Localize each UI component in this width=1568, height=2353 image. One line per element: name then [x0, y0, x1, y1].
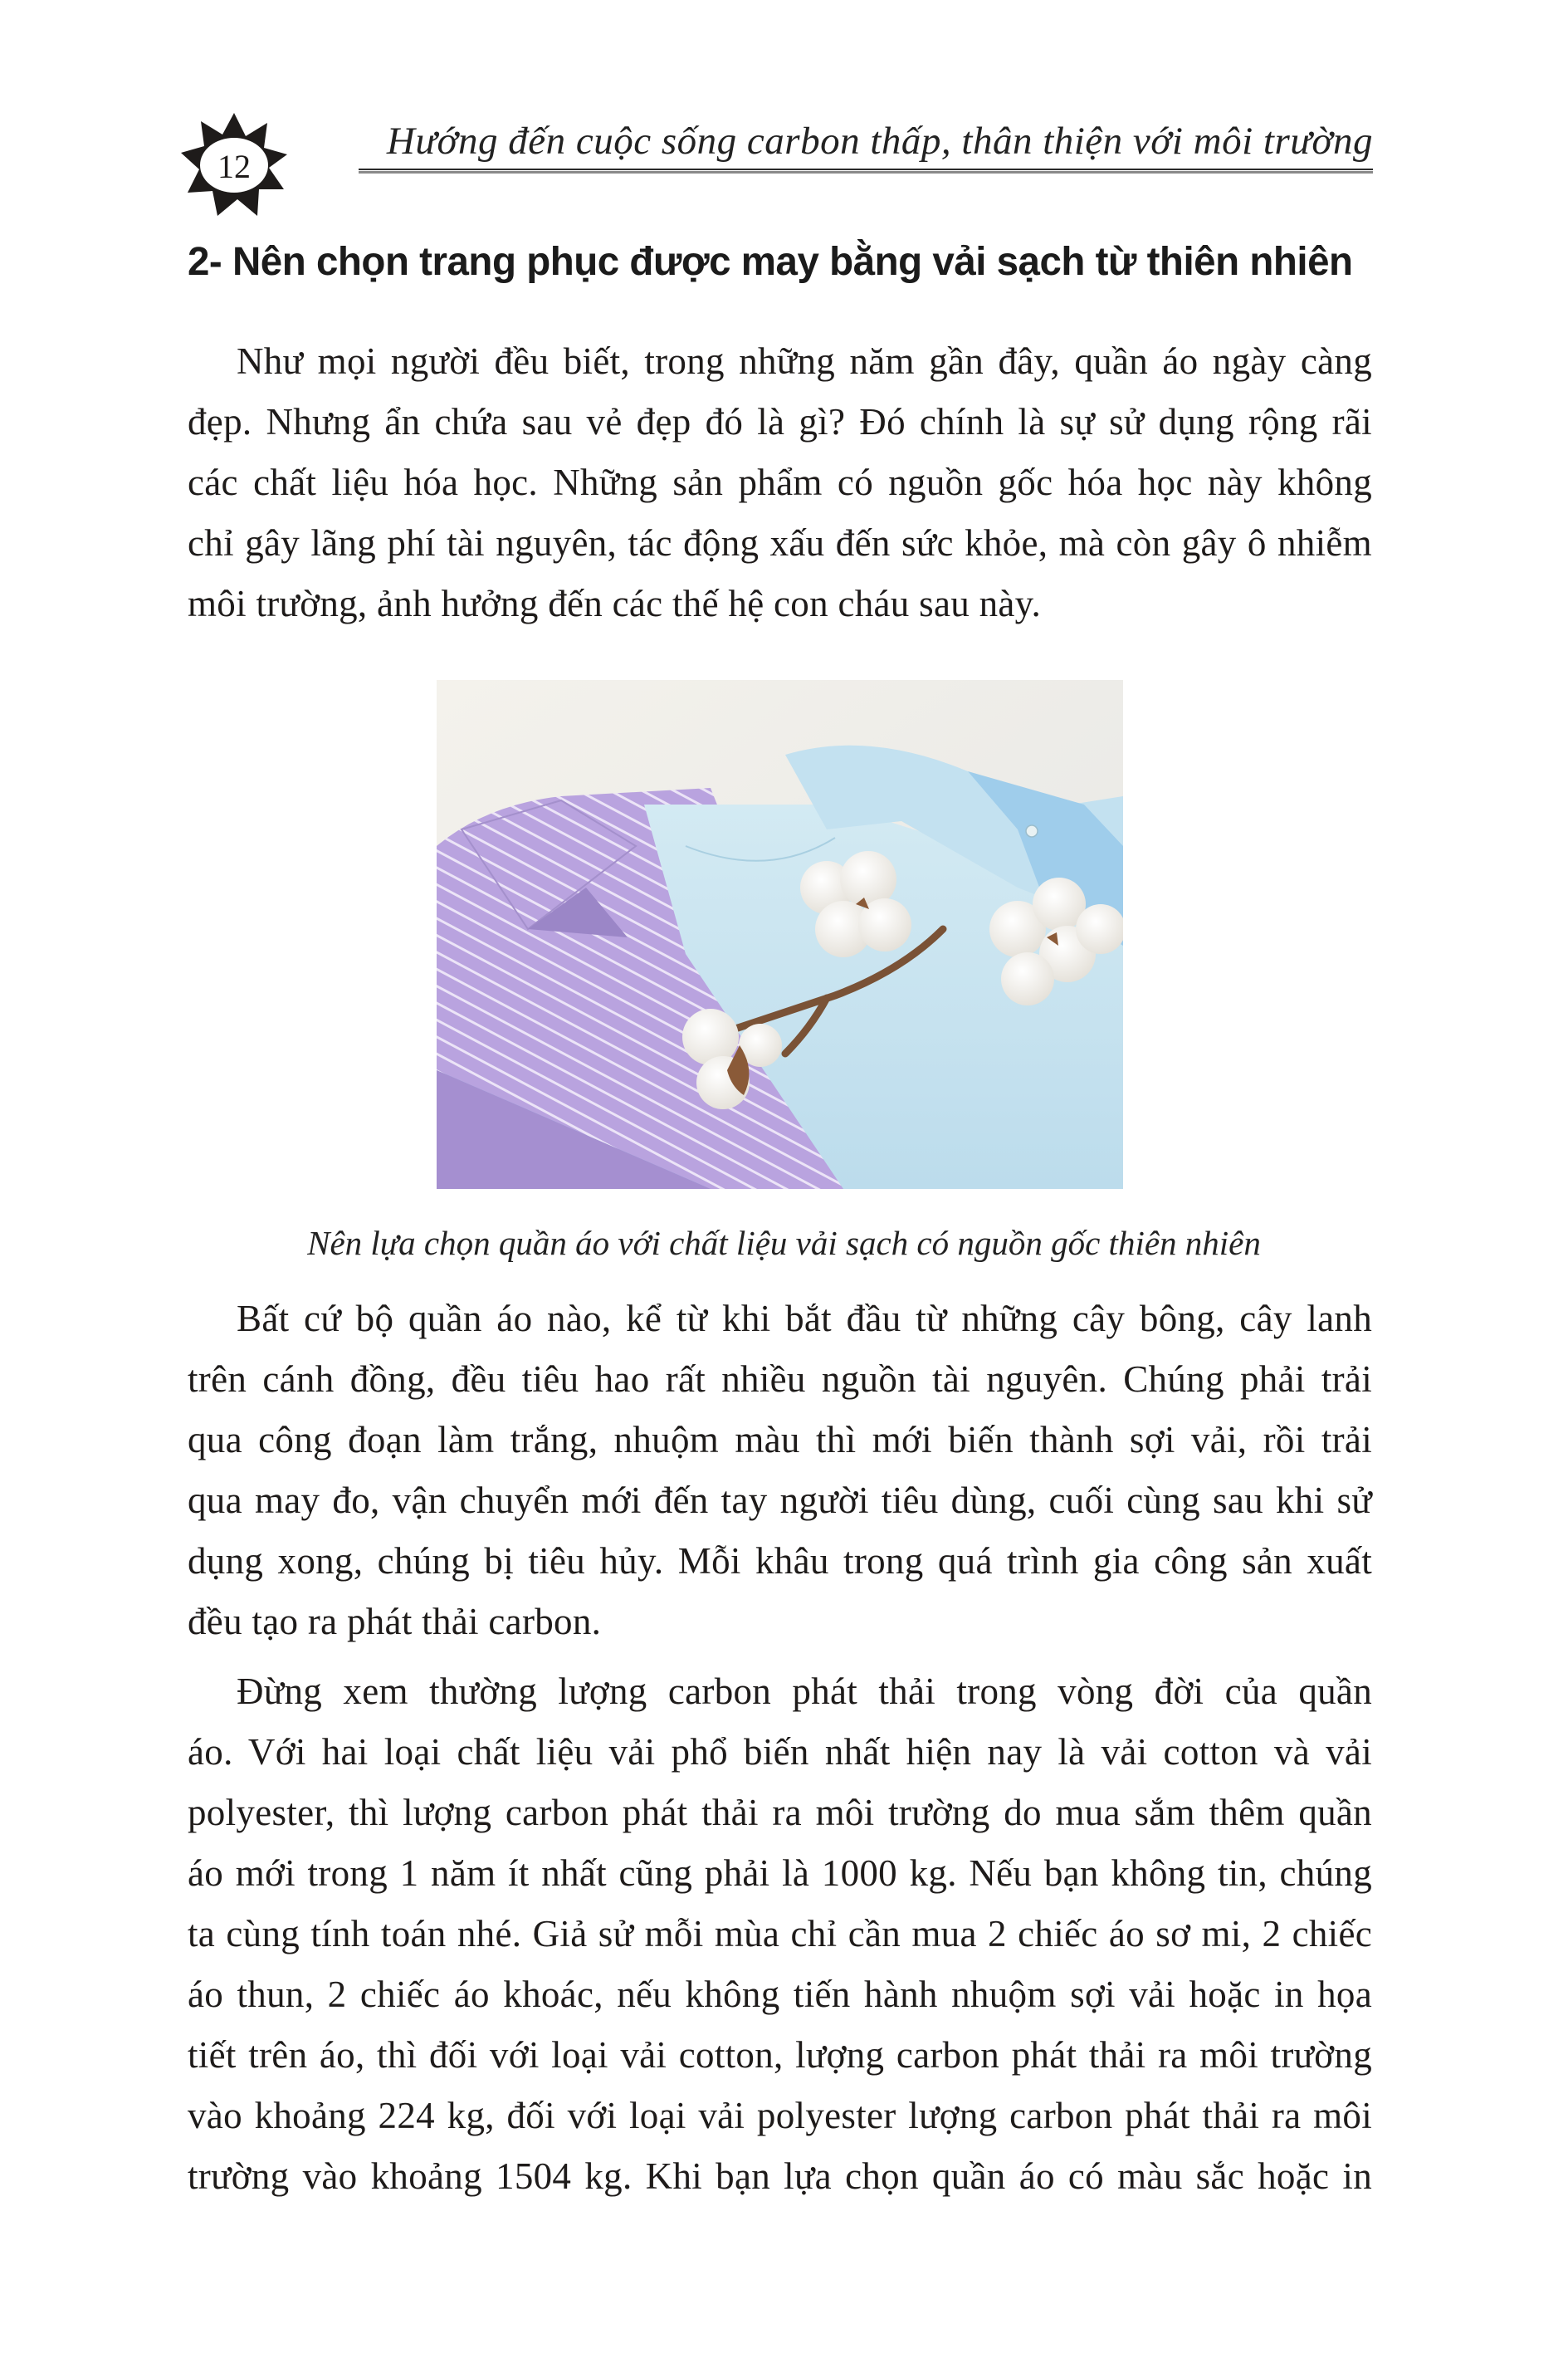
- page-number-badge: [181, 113, 287, 216]
- paragraph-line: ta cùng tính toán nhé. Giả sử mỗi mùa chỉ cần mua 2 chiếc áo sơ mi, 2 chiếc: [188, 1913, 1372, 1954]
- paragraph-line: qua công đoạn làm trắng, nhuộm màu thì mới biến thành sợi vải, rồi trải: [188, 1419, 1372, 1460]
- paragraph-line: vào khoảng 224 kg, đối với loại vải polyester lượng carbon phát thải ra môi: [188, 2095, 1372, 2136]
- paragraph-line: áo mới trong 1 năm ít nhất cũng phải là 1000 kg. Nếu bạn không tin, chúng: [188, 1852, 1372, 1894]
- header-rule-shadow: [359, 171, 1373, 174]
- figure-caption: Nên lựa chọn quần áo với chất liệu vải sạch có nguồn gốc thiên nhiên: [307, 1224, 1261, 1262]
- figure-photo-shirts-cotton: [437, 680, 1123, 1189]
- paragraph-line: đẹp. Nhưng ẩn chứa sau vẻ đẹp đó là gì? Đó chính là sự sử dụng rộng rãi: [188, 401, 1372, 443]
- paragraph-2: [188, 1289, 1372, 1652]
- page-number: 12: [217, 147, 251, 185]
- paragraph-line: polyester, thì lượng carbon phát thải ra môi trường do mua sắm thêm quần: [188, 1792, 1372, 1833]
- paragraph-line: trường vào khoảng 1504 kg. Khi bạn lựa chọn quần áo có màu sắc hoặc in: [188, 2155, 1372, 2197]
- paragraph-line: Bất cứ bộ quần áo nào, kể từ khi bắt đầu từ những cây bông, cây lanh: [237, 1298, 1372, 1339]
- paragraph-1: [188, 331, 1372, 634]
- paragraph-line: tiết trên áo, thì đối với loại vải cotton, lượng carbon phát thải ra môi trường: [188, 2034, 1372, 2076]
- paragraph-line: dụng xong, chúng bị tiêu hủy. Mỗi khâu trong quá trình gia công sản xuất: [188, 1540, 1372, 1582]
- paragraph-line: qua may đo, vận chuyển mới đến tay người tiêu dùng, cuối cùng sau khi sử: [188, 1480, 1372, 1521]
- paragraph-line: đều tạo ra phát thải carbon.: [188, 1601, 602, 1642]
- paragraph-line: các chất liệu hóa học. Những sản phẩm có nguồn gốc hóa học này không: [188, 462, 1372, 503]
- paragraph-line: trên cánh đồng, đều tiêu hao rất nhiều nguồn tài nguyên. Chúng phải trải: [188, 1358, 1372, 1400]
- paragraph-line: áo thun, 2 chiếc áo khoác, nếu không tiến hành nhuộm sợi vải hoặc in họa: [188, 1974, 1372, 2015]
- running-header-title: Hướng đến cuộc sống carbon thấp, thân thiện với môi trường: [386, 120, 1373, 163]
- header-rule: [359, 169, 1373, 170]
- paragraph-line: Đừng xem thường lượng carbon phát thải trong vòng đời của quần: [237, 1671, 1372, 1712]
- paragraph-line: môi trường, ảnh hưởng đến các thế hệ con cháu sau này.: [188, 583, 1042, 624]
- paragraph-3: [188, 1661, 1372, 2207]
- paragraph-line: Như mọi người đều biết, trong những năm gần đây, quần áo ngày càng: [237, 340, 1372, 382]
- section-heading: 2- Nên chọn trang phục được may bằng vải sạch từ thiên nhiên: [188, 239, 1353, 284]
- paragraph-line: chỉ gây lãng phí tài nguyên, tác động xấu đến sức khỏe, mà còn gây ô nhiễm: [188, 522, 1372, 564]
- paragraph-line: áo. Với hai loại chất liệu vải phổ biến nhất hiện nay là vải cotton và vải: [188, 1731, 1372, 1773]
